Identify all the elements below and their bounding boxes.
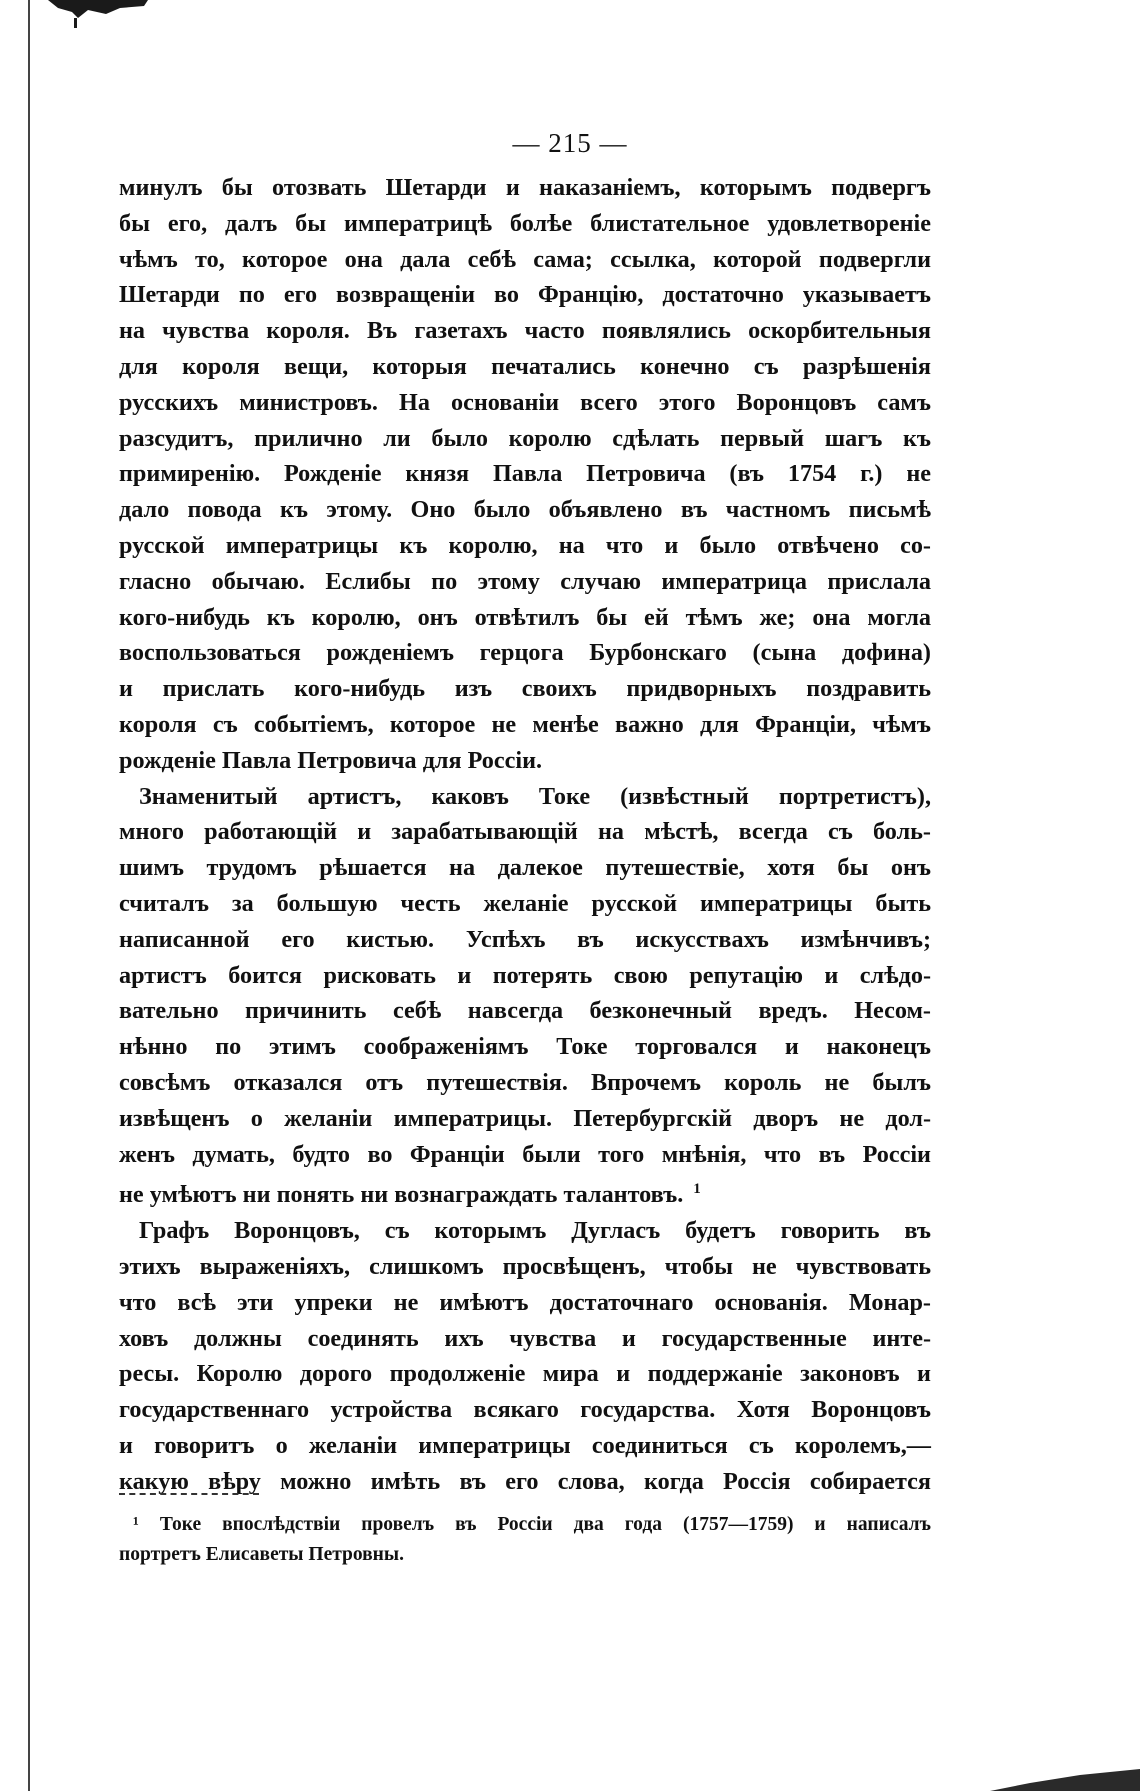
text-line: нѣнно по этимъ соображеніямъ Токе торговался и наконецъ [119,1033,931,1061]
text-line: женъ думать, будто во Франціи были того мнѣнія, что въ Россіи [119,1140,931,1168]
text-line: ховъ должны соединять ихъ чувства и государственные инте- [119,1324,931,1352]
text-line: ресы. Королю дорого продолженіе мира и поддержаніе законовъ и [119,1360,931,1388]
text-line: Знаменитый артистъ, каковъ Токе (извѣстный портретистъ), [139,782,931,810]
footnote-reference: 1 [693,1181,701,1198]
scan-corner-shadow [990,1761,1140,1791]
text-line: считалъ за большую честь желаніе русской императрицы быть [119,889,931,917]
text-line: шимъ трудомъ рѣшается на далекое путешествіе, хотя бы онъ [119,854,931,882]
text-line: написанной его кистью. Успѣхъ въ искусствахъ измѣнчивъ; [119,925,931,953]
footnote [119,1510,931,1570]
footnote-divider [119,1493,259,1495]
text-line: примиренію. Рожденіе князя Павла Петровича (въ 1754 г.) не [119,460,931,488]
text-line: дало повода къ этому. Оно было объявлено въ частномъ письмѣ [119,496,931,524]
text-line: этихъ выраженіяхъ, слишкомъ просвѣщенъ, чтобы не чувствовать [119,1252,931,1280]
footnote-line: портретъ Елисаветы Петровны. [119,1544,405,1565]
text-line: русскихъ министровъ. На основаніи всего этого Воронцовъ самъ [119,388,931,416]
text-line: разсудитъ, прилично ли было королю сдѣлать первый шагъ къ [119,424,931,452]
paragraph [119,779,931,1214]
text-line: какую вѣру можно имѣть въ его слова, когда Россія собирается [119,1467,931,1495]
text-line: гласно обычаю. Еслибы по этому случаю императрица прислала [119,567,931,595]
text-line: совсѣмъ отказался отъ путешествія. Впрочемъ король не былъ [119,1068,931,1096]
text-line: рожденіе Павла Петровича для Россіи. [119,746,543,774]
paragraph [119,1213,931,1499]
text-line: извѣщенъ о желаніи императрицы. Петербургскій дворъ не дол- [119,1104,931,1132]
text-line: кого-нибудь къ королю, онъ отвѣтилъ бы ей тѣмъ же; она могла [119,603,931,631]
text-line: Графъ Воронцовъ, съ которымъ Дугласъ будетъ говорить въ [139,1217,931,1245]
page-number: — 215 — [512,128,628,158]
text-line: воспользоваться рожденіемъ герцога Бурбонскаго (сына дофина) [119,639,931,667]
text-line: Шетарди по его возвращеніи во Францію, достаточно указываетъ [119,281,931,309]
text-line: короля съ событіемъ, которое не менѣе важно для Франціи, чѣмъ [119,710,931,738]
body-text [119,170,931,1500]
scan-margin-edge [28,0,30,1791]
text-line [119,1172,931,1213]
text-line: много работающій и зарабатывающій на мѣстѣ, всегда съ боль- [119,818,931,846]
text-line: русской императрицы къ королю, на что и было отвѣчено со- [119,531,931,559]
text-line: что всѣ эти упреки не имѣютъ достаточнаго основанія. Монар- [119,1288,931,1316]
text-line: для короля вещи, которыя печатались конечно съ разрѣшенія [119,352,931,380]
footnote-line: ¹ Токе впослѣдствіи провелъ въ Россіи два года (1757—1759) и написалъ [133,1514,931,1535]
text-line: и говоритъ о желаніи императрицы соединиться съ королемъ,— [119,1431,931,1459]
text-line: государственнаго устройства всякаго государства. Хотя Воронцовъ [119,1396,931,1424]
text-line-content: не умѣютъ ни понять ни вознаграждать талантовъ. [119,1181,684,1209]
text-line: чѣмъ то, которое она дала себѣ сама; ссылка, которой подвергли [119,245,931,273]
paragraph [119,170,931,779]
text-line: бы его, далъ бы императрицѣ болѣе блистательное удовлетвореніе [119,209,931,237]
text-line: минулъ бы отозвать Шетарди и наказаніемъ, которымъ подвергъ [119,174,931,201]
text-line: вательно причинить себѣ навсегда безконечный вредъ. Несом- [119,997,931,1025]
text-line: и прислать кого-нибудь изъ своихъ придворныхъ поздравить [119,675,931,703]
text-line: на чувства короля. Въ газетахъ часто появлялись оскорбительныя [119,317,931,345]
scan-ink-blot [48,0,148,28]
text-line: артистъ боится рисковать и потерять свою репутацію и слѣдо- [119,961,931,989]
